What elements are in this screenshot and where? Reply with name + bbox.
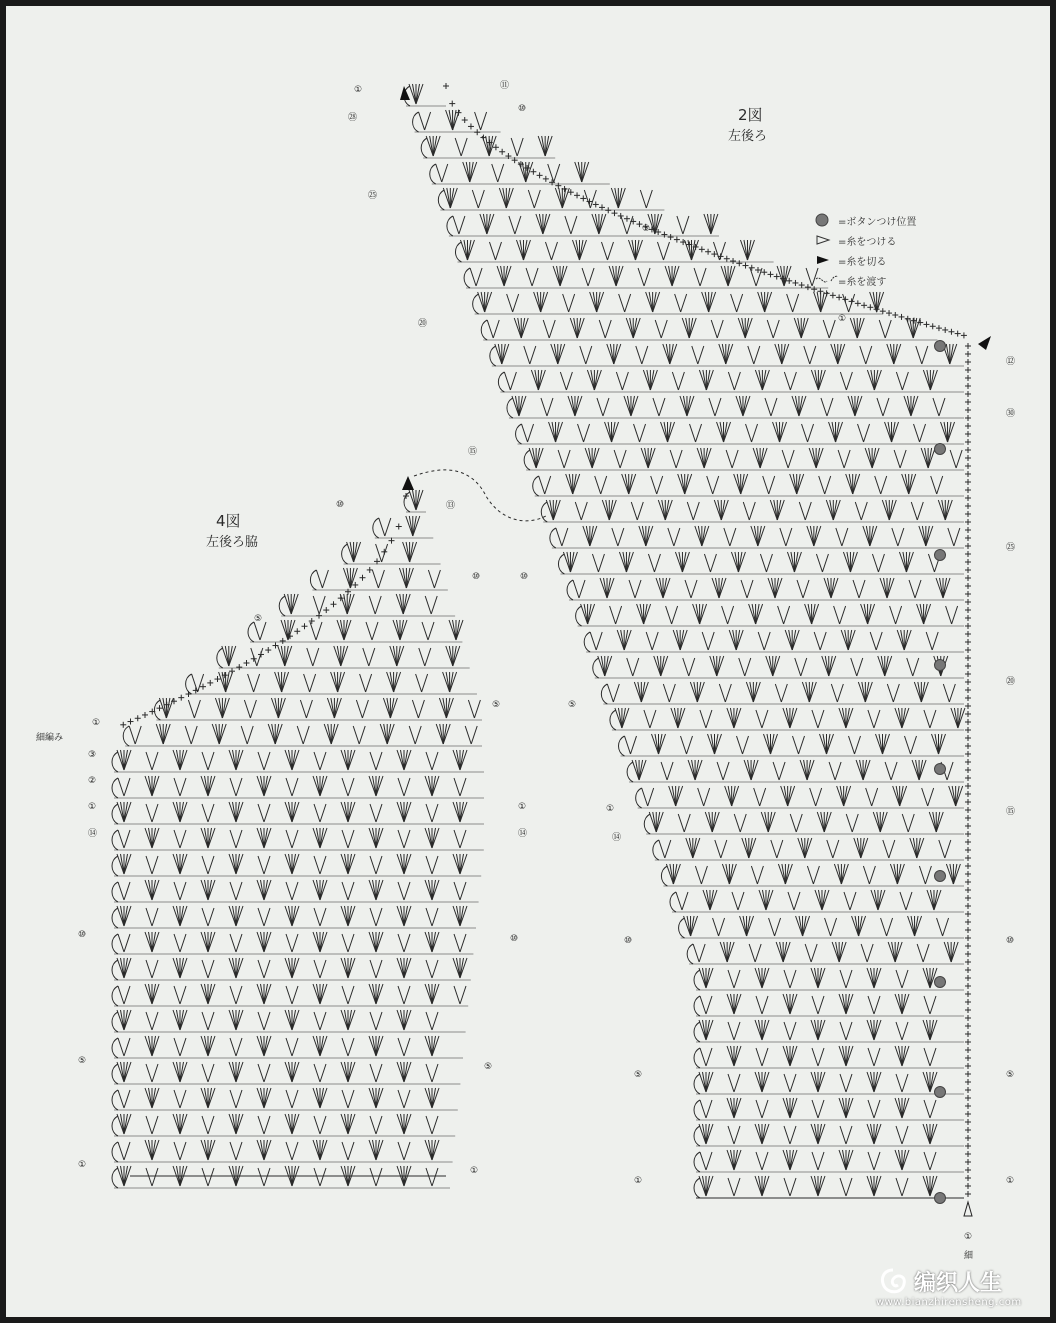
row-label: ⑩ [336,500,345,510]
crochet-chart [6,6,1050,1317]
row-label: ㉚ [1006,409,1016,419]
row-label: ② [88,776,97,786]
row-label: ⑩ [518,104,527,114]
figure-2-number: 2図 [738,106,763,124]
legend-label: =糸を切る [838,256,887,268]
row-label: ① [92,718,101,728]
figure-4-title [206,510,258,550]
figure-4-stitch-grid [112,490,484,1188]
row-label: ⑩ [624,936,633,946]
button-dot-icon [935,550,946,561]
cut-yarn-icon [978,336,991,350]
pattern-page [6,6,1050,1317]
legend [814,210,916,290]
legend-item-attach [814,230,916,250]
carry-yarn-icon [814,273,838,287]
row-note: 細 [964,1251,974,1261]
row-label: ㉘ [348,113,358,123]
row-label: ⑭ [88,829,98,839]
figure-2-name: 左後ろ [728,129,768,144]
row-label: ⑤ [484,1062,493,1072]
row-label: ⑤ [568,700,577,710]
row-label: ㉕ [1006,543,1016,553]
row-label: ⑳ [418,319,428,329]
row-note: 細編み [36,733,64,743]
row-label: ⑭ [518,829,528,839]
button-dot-icon [935,764,946,775]
row-label: ⑤ [634,1070,643,1080]
button-dot-icon [935,871,946,882]
cut-yarn-icon [814,253,838,267]
cut-yarn-icon [400,86,410,100]
legend-item-button [814,210,916,230]
button-dot-icon [935,977,946,988]
figure-4-number: 4図 [216,512,241,530]
row-label: ⑤ [254,614,263,624]
watermark-brand: 编织人生 [914,1271,1003,1296]
row-label: ⑳ [1006,677,1016,687]
button-dot-icon [935,444,946,455]
legend-label: =糸をつける [838,236,897,248]
row-label: ㉕ [368,191,378,201]
button-dot-icon [935,1193,946,1204]
attach-yarn-icon [814,233,838,247]
row-label: ⑪ [500,81,510,91]
row-label: ① [470,1166,479,1176]
row-label: ① [838,314,847,324]
swirl-logo-icon [876,1266,910,1300]
legend-item-cut [814,250,916,270]
row-label: ⑮ [468,447,478,457]
legend-label: =糸を渡す [838,276,887,288]
button-dot-icon [814,213,838,227]
row-label: ⑩ [1006,936,1015,946]
attach-yarn-icon [964,1202,972,1216]
legend-label: =ボタンつけ位置 [838,216,917,228]
row-label: ⑩ [472,572,481,582]
button-dot-icon [935,660,946,671]
carry-yarn-dashed-line [414,470,546,521]
row-label: ⑭ [612,833,622,843]
row-label: ① [88,802,97,812]
figure-4-name: 左後ろ脇 [206,535,259,550]
row-label: ① [518,802,527,812]
row-label: ① [634,1176,643,1186]
row-label: ⑬ [446,501,456,511]
watermark-url: www.bianzhirensheng.com [876,1297,1022,1308]
row-label: ⑮ [1006,807,1016,817]
figure-2-title [728,104,767,144]
row-label: ⑤ [78,1056,87,1066]
row-label: ① [78,1160,87,1170]
row-label: ① [964,1232,973,1242]
cut-yarn-icon [402,476,414,490]
row-label: ⑤ [1006,1070,1015,1080]
row-label: ① [1006,1176,1015,1186]
row-label: ⑩ [78,930,87,940]
row-label: ① [606,804,615,814]
row-label: ③ [88,750,97,760]
button-dot-icon [935,341,946,352]
legend-item-carry [814,270,916,290]
row-label: ⑩ [510,934,519,944]
button-dot-icon [935,1087,946,1098]
row-label: ⑤ [642,224,651,234]
watermark [876,1266,1022,1308]
row-label: ⑤ [492,700,501,710]
row-label: ⑩ [520,572,529,582]
row-label: ⑫ [1006,357,1016,367]
row-label: ① [354,85,363,95]
